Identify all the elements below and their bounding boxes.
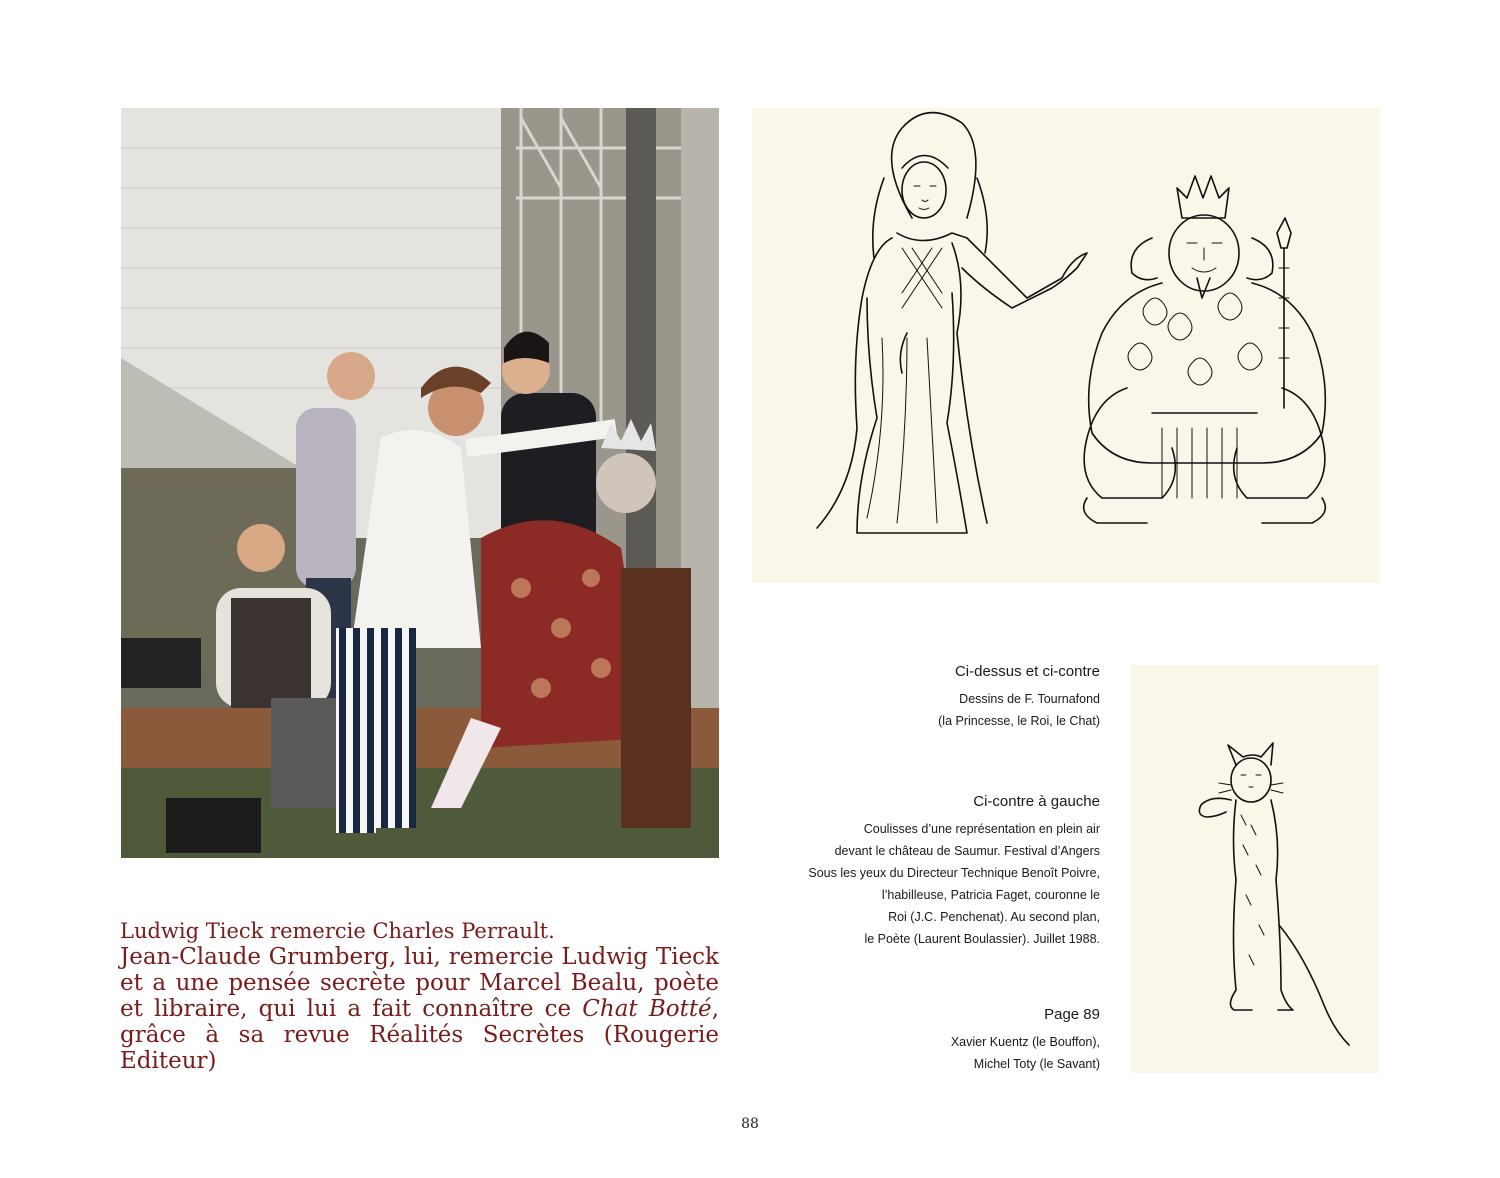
note-above-line: (la Princesse, le Roi, le Chat) xyxy=(938,714,1100,728)
photo-caption xyxy=(120,918,719,1074)
note-left-line: l’habilleuse, Patricia Faget, couronne le xyxy=(881,888,1100,902)
photo-scene xyxy=(121,108,719,858)
backstage-photo xyxy=(121,108,719,858)
person-standing xyxy=(296,408,356,588)
note-left-line: le Poète (Laurent Boulassier). Juillet 1988. xyxy=(864,932,1100,946)
note-above xyxy=(790,662,1100,732)
caption-italic-title: Chat Botté xyxy=(582,996,712,1022)
note-page-89 xyxy=(790,1005,1100,1075)
drawing-cat xyxy=(1131,665,1379,1073)
caption-line-1: Ludwig Tieck remercie Charles Perrault. xyxy=(120,919,555,943)
cat-drawing xyxy=(1131,665,1379,1073)
note-left-line: Roi (J.C. Penchenat). Au second plan, xyxy=(888,910,1100,924)
note-page-89-line: Xavier Kuentz (le Bouffon), xyxy=(950,1035,1100,1049)
drawings-princess-king xyxy=(752,108,1380,583)
note-left xyxy=(790,792,1100,950)
note-left-line: Sous les yeux du Directeur Technique Benoît Poivre, xyxy=(808,866,1100,880)
caption-paragraph xyxy=(120,944,719,1074)
note-above-heading: Ci-dessus et ci-contre xyxy=(954,663,1100,680)
note-above-line: Dessins de F. Tournafond xyxy=(959,692,1100,706)
king-drawing xyxy=(1084,176,1326,523)
equipment-case xyxy=(166,798,261,853)
note-left-line: Coulisses d’une représentation en plein air xyxy=(863,822,1100,836)
ink-drawings xyxy=(752,108,1380,583)
page-number: 88 xyxy=(741,1116,759,1132)
note-left-line: devant le château de Saumur. Festival d’Angers xyxy=(834,844,1100,858)
note-page-89-line: Michel Toty (le Savant) xyxy=(973,1057,1100,1071)
caption-text-1: Jean-Claude Grumberg, lui, remercie Ludwig Tieck et a une pensée secrète pour Marcel Bealu, poète et libraire, qui lui a fait connaître ce xyxy=(120,944,719,1022)
princess-drawing xyxy=(817,113,1087,533)
carved-chair xyxy=(621,568,691,828)
note-page-89-heading: Page 89 xyxy=(1044,1006,1100,1023)
note-left-heading: Ci-contre à gauche xyxy=(973,793,1100,810)
striped-trousers xyxy=(336,628,416,833)
caption-text-2: , grâce à sa revue Réalités Secrètes (Rougerie Editeur) xyxy=(120,996,719,1074)
